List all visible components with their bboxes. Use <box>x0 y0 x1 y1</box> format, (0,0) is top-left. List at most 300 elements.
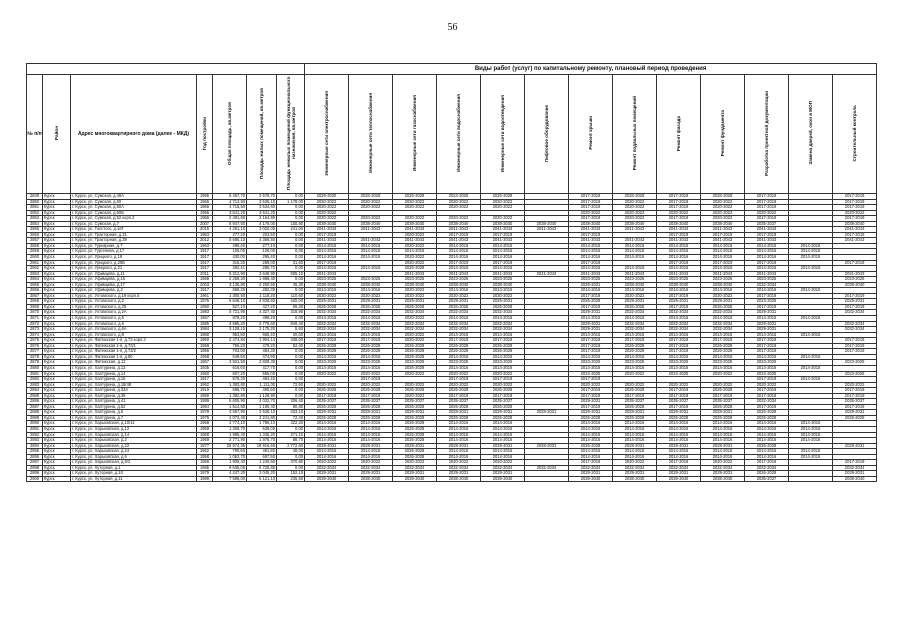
period-cell: 2026-2028 <box>349 343 393 349</box>
period-cell: 2017-2019 <box>745 216 789 222</box>
build-year-cell: 2011 <box>197 271 213 277</box>
period-cell: 2032-2034 <box>613 321 657 327</box>
period-cell: 2029-2031 <box>833 410 877 416</box>
period-cell: 2017-2019 <box>745 293 789 299</box>
build-year-cell: 1958 <box>197 432 213 438</box>
period-cell: 2014-2016 <box>305 243 349 249</box>
nonliving-area-cell: 110,60 <box>277 293 305 299</box>
period-cell: 2026-2028 <box>613 415 657 421</box>
period-cell: 2014-2016 <box>657 316 701 322</box>
total-area-cell: 2 269,20 <box>213 277 247 283</box>
build-year-cell: 1958 <box>197 354 213 360</box>
period-cell: 2017-2019 <box>657 293 701 299</box>
living-area-cell: 2 578,70 <box>247 194 277 200</box>
period-cell: 2038-2040 <box>437 282 481 288</box>
district-cell: Курск <box>43 232 71 238</box>
header-total-area: Общая площадь, кв.метров <box>213 75 247 194</box>
total-area-cell: 277,20 <box>213 232 247 238</box>
build-year-cell: 1917 <box>197 249 213 255</box>
period-cell: 2032-2034 <box>701 327 745 333</box>
address-cell: г. Курск, ул. Халтурина, д.33А <box>71 388 197 394</box>
nonliving-area-cell: 0,00 <box>277 194 305 200</box>
total-area-cell: 106,00 <box>213 249 247 255</box>
total-area-cell: 649,50 <box>213 354 247 360</box>
district-cell: Курск <box>43 476 71 482</box>
period-cell: 2020-2022 <box>393 243 437 249</box>
period-cell: 2029-2031 <box>613 471 657 477</box>
period-cell: 2014-2016 <box>305 288 349 294</box>
district-cell: Курск <box>43 393 71 399</box>
period-cell: 2014-2016 <box>789 426 833 432</box>
nonliving-area-cell: 0,00 <box>277 377 305 383</box>
period-cell: 2035-2037 <box>613 399 657 405</box>
period-cell: 2029-2031 <box>833 471 877 477</box>
address-cell: г. Курск, ул. Хуторная, д.11 <box>71 476 197 482</box>
period-cell: 2020-2022 <box>657 382 701 388</box>
row-number: 2853 <box>27 216 43 222</box>
period-cell: 2029-2031 <box>393 471 437 477</box>
period-cell: 2014-2016 <box>701 354 745 360</box>
period-cell: 2029-2031 <box>349 299 393 305</box>
period-cell: 2017-2019 <box>833 338 877 344</box>
living-area-cell: 427,20 <box>247 304 277 310</box>
period-cell: 2029-2031 <box>701 443 745 449</box>
period-cell: 2017-2019 <box>569 404 613 410</box>
period-cell: 2014-2016 <box>481 432 525 438</box>
period-cell <box>789 476 833 482</box>
total-area-cell: 658,30 <box>213 288 247 294</box>
period-cell: 2014-2016 <box>569 266 613 272</box>
period-cell: 2017-2019 <box>833 199 877 205</box>
period-cell: 2041-2043 <box>349 227 393 233</box>
period-cell: 2020-2022 <box>305 216 349 222</box>
period-cell: 2014-2016 <box>437 288 481 294</box>
period-cell: 2014-2016 <box>569 421 613 427</box>
living-area-cell: 3 020,00 <box>247 227 277 233</box>
period-cell: 2014-2016 <box>789 438 833 444</box>
period-cell: 2026-2028 <box>393 388 437 394</box>
period-cell: 2020-2022 <box>349 199 393 205</box>
period-cell: 2014-2016 <box>349 449 393 455</box>
address-cell: г. Курск, ул. Харьковская, д.2 <box>71 438 197 444</box>
row-number: 2873 <box>27 327 43 333</box>
total-area-cell: 2 474,84 <box>213 338 247 344</box>
period-cell: 2017-2019 <box>745 260 789 266</box>
row-number: 2885 <box>27 393 43 399</box>
period-cell: 2029-2031 <box>701 299 745 305</box>
period-cell: 2014-2016 <box>305 365 349 371</box>
period-cell: 2026-2028 <box>613 304 657 310</box>
period-cell: 2020-2022 <box>437 205 481 211</box>
period-cell: 2035-2037 <box>701 399 745 405</box>
nonliving-area-cell: 1 178,00 <box>277 199 305 205</box>
address-cell: г. Курск, ул. Уфимцева, д.11 <box>71 271 197 277</box>
period-cell: 2014-2016 <box>745 255 789 261</box>
total-area-cell: 8 635,00 <box>213 465 247 471</box>
period-cell: 2014-2016 <box>437 249 481 255</box>
district-cell: Курск <box>43 260 71 266</box>
period-cell: 2035-2037 <box>393 399 437 405</box>
period-cell: 2014-2016 <box>701 266 745 272</box>
period-cell: 2041-2043 <box>701 238 745 244</box>
period-cell: 2023-2025 <box>613 277 657 283</box>
nonliving-area-cell: 2 772,60 <box>277 443 305 449</box>
period-cell: 2020-2022 <box>481 205 525 211</box>
period-cell: 2014-2016 <box>789 249 833 255</box>
period-cell: 2035-2037 <box>437 399 481 405</box>
period-cell: 2023-2025 <box>701 277 745 283</box>
living-area-cell: 3 241,80 <box>247 415 277 421</box>
period-cell: 2014-2016 <box>349 438 393 444</box>
nonliving-area-cell: 0,00 <box>277 465 305 471</box>
row-number: 2878 <box>27 354 43 360</box>
period-cell: 2017-2019 <box>569 205 613 211</box>
living-area-cell: 259,00 <box>247 260 277 266</box>
period-cell: 2017-2019 <box>657 216 701 222</box>
build-year-cell: 1968 <box>197 277 213 283</box>
total-area-cell: 1 062,70 <box>213 454 247 460</box>
period-cell: 2020-2022 <box>613 205 657 211</box>
address-cell: г. Курск, ул. Халтурина, д.52 <box>71 404 197 410</box>
period-cell: 2014-2016 <box>305 255 349 261</box>
living-area-cell: 1 118,20 <box>247 293 277 299</box>
header-foundation: Ремонт фундамента <box>701 75 745 194</box>
row-number: 2897 <box>27 460 43 466</box>
row-number: 2851 <box>27 205 43 211</box>
period-cell: 2020-2022 <box>349 205 393 211</box>
address-cell: г. Курск, ул. Харьковская, д.24 <box>71 449 197 455</box>
period-cell: 2020-2022 <box>613 293 657 299</box>
period-cell: 2026-2028 <box>701 388 745 394</box>
total-area-cell: 1 308,70 <box>213 426 247 432</box>
period-cell: 2014-2016 <box>613 354 657 360</box>
period-cell: 2026-2028 <box>393 349 437 355</box>
district-cell: Курск <box>43 410 71 416</box>
period-cell: 2023-2025 <box>349 360 393 366</box>
period-cell: 2026-2028 <box>613 343 657 349</box>
build-year-cell: 1963 <box>197 232 213 238</box>
nonliving-area-cell: 52,40 <box>277 343 305 349</box>
period-cell: 2014-2016 <box>349 432 393 438</box>
row-number: 2875 <box>27 338 43 344</box>
row-number: 2854 <box>27 221 43 227</box>
period-cell: 2041-2043 <box>569 238 613 244</box>
period-cell: 2020-2022 <box>437 216 481 222</box>
period-cell: 2014-2016 <box>613 243 657 249</box>
period-cell: 2032-2034 <box>657 321 701 327</box>
period-cell: 2026-2028 <box>569 415 613 421</box>
period-cell: 2026-2028 <box>481 343 525 349</box>
nonliving-area-cell: 333,10 <box>277 410 305 416</box>
period-cell: 2020-2022 <box>349 460 393 466</box>
period-cell: 2014-2016 <box>481 332 525 338</box>
nonliving-area-cell: 241,00 <box>277 227 305 233</box>
period-cell: 2026-2028 <box>349 415 393 421</box>
period-cell: 2014-2016 <box>481 316 525 322</box>
period-cell: 2038-2040 <box>701 476 745 482</box>
period-cell: 2023-2025 <box>305 277 349 283</box>
nonliving-area-cell: 0,00 <box>277 249 305 255</box>
nonliving-area-cell: 80,80 <box>277 404 305 410</box>
total-area-cell: 5 312,90 <box>213 271 247 277</box>
period-cell: 2014-2016 <box>789 316 833 322</box>
period-cell: 2017-2019 <box>657 460 701 466</box>
build-year-cell: 1979 <box>197 471 213 477</box>
address-cell: г. Курск, ул. Фатежская, д.12 <box>71 360 197 366</box>
nonliving-area-cell: 235,60 <box>277 476 305 482</box>
nonliving-area-cell: 0,00 <box>277 210 305 216</box>
address-cell: г. Курск, ул. Халтурина, д.5 <box>71 410 197 416</box>
period-cell: 2026-2028 <box>481 415 525 421</box>
total-area-cell: 316,30 <box>213 260 247 266</box>
period-cell: 2023-2025 <box>437 360 481 366</box>
period-cell: 2026-2028 <box>349 304 393 310</box>
period-cell: 2017-2019 <box>701 338 745 344</box>
row-number: 2857 <box>27 238 43 244</box>
row-number: 2866 <box>27 288 43 294</box>
period-cell: 2017-2019 <box>833 460 877 466</box>
period-cell: 2017-2019 <box>569 194 613 200</box>
header-water: Инженерные сети водоснабжения <box>437 75 481 194</box>
period-cell: 2038-2040 <box>833 221 877 227</box>
period-cell: 2017-2019 <box>481 338 525 344</box>
total-area-cell: 2 771,90 <box>213 438 247 444</box>
period-cell: 2032-2034 <box>481 327 525 333</box>
period-cell: 2023-2025 <box>745 360 789 366</box>
period-cell: 2026-2028 <box>305 349 349 355</box>
build-year-cell: 1957 <box>197 316 213 322</box>
period-cell: 2014-2016 <box>613 449 657 455</box>
period-cell: 2023-2025 <box>481 277 525 283</box>
period-cell: 2017-2019 <box>657 349 701 355</box>
living-area-cell: 4 176,00 <box>247 221 277 227</box>
period-cell: 2014-2016 <box>789 332 833 338</box>
period-cell: 2020-2022 <box>393 371 437 377</box>
address-cell: г. Курск, ул. Туркарная, д.7 <box>71 243 197 249</box>
period-cell: 2017-2019 <box>481 260 525 266</box>
living-area-cell: 2 250,50 <box>247 282 277 288</box>
living-area-cell: 3 541,20 <box>247 210 277 216</box>
period-cell: 2020-2022 <box>569 210 613 216</box>
period-cell: 2029-2031 <box>613 299 657 305</box>
period-cell: 2032-2034 <box>437 310 481 316</box>
build-year-cell: 1959 <box>197 438 213 444</box>
address-cell: г. Курск, ул. Ухтомского, д.6 <box>71 321 197 327</box>
period-cell: 2020-2022 <box>393 382 437 388</box>
nonliving-area-cell: 505,10 <box>277 271 305 277</box>
period-cell: 2041-2043 <box>305 227 349 233</box>
district-cell: Курск <box>43 443 71 449</box>
period-cell: 2014-2016 <box>657 249 701 255</box>
address-cell: г. Курск, ул. Харьковская, д.6 <box>71 454 197 460</box>
period-cell: 2020-2022 <box>437 293 481 299</box>
period-cell: 2014-2016 <box>437 432 481 438</box>
district-cell: Курск <box>43 421 71 427</box>
row-number: 2858 <box>27 243 43 249</box>
period-cell: 2014-2016 <box>701 249 745 255</box>
district-cell: Курск <box>43 438 71 444</box>
row-number: 2865 <box>27 282 43 288</box>
build-year-cell: 2007 <box>197 221 213 227</box>
period-cell: 2026-2028 <box>393 421 437 427</box>
period-cell: 2014-2016 <box>437 421 481 427</box>
period-cell: 2014-2016 <box>657 255 701 261</box>
period-cell: 2020-2022 <box>393 216 437 222</box>
header-living-area: Площадь жилых помещений, кв.метров <box>247 75 277 194</box>
period-cell: 2014-2016 <box>481 255 525 261</box>
period-cell: 2014-2016 <box>569 316 613 322</box>
living-area-cell: 4 327,40 <box>247 310 277 316</box>
row-number: 2860 <box>27 255 43 261</box>
period-cell: 2026-2028 <box>481 304 525 310</box>
period-cell: 2023-2025 <box>833 360 877 366</box>
period-cell: 2020-2022 <box>349 216 393 222</box>
period-cell: 2014-2016 <box>393 249 437 255</box>
total-area-cell: 3 136,80 <box>213 282 247 288</box>
period-cell: 2017-2019 <box>833 393 877 399</box>
living-area-cell: 2 175,20 <box>247 327 277 333</box>
build-year-cell: 1958 <box>197 343 213 349</box>
period-cell: 2035-2037 <box>745 476 789 482</box>
period-cell: 2014-2016 <box>305 354 349 360</box>
period-cell: 2020-2022 <box>701 205 745 211</box>
district-cell: Курск <box>43 365 71 371</box>
period-cell: 2017-2019 <box>833 404 877 410</box>
address-cell: г. Курск, ул. Урицкого, д.21 <box>71 266 197 272</box>
address-cell: г. Курск, ул. Халтурина, д.7 <box>71 415 197 421</box>
build-year-cell: 1966 <box>197 216 213 222</box>
period-cell: 2041-2043 <box>305 271 349 277</box>
period-cell: 2020-2022 <box>393 199 437 205</box>
header-electricity: Инженерные сети электроснабжения <box>305 75 349 194</box>
period-cell: 2014-2016 <box>745 454 789 460</box>
period-cell: 2029-2031 <box>569 410 613 416</box>
row-number: 2895 <box>27 449 43 455</box>
period-cell: 2017-2019 <box>657 404 701 410</box>
table-row <box>27 476 877 482</box>
period-cell: 2032-2034 <box>437 465 481 471</box>
period-cell: 2014-2016 <box>349 255 393 261</box>
total-area-cell: 4 247,20 <box>213 471 247 477</box>
living-area-cell: 6 121,10 <box>247 476 277 482</box>
nonliving-area-cell: 72,50 <box>277 382 305 388</box>
nonliving-area-cell: 0,00 <box>277 216 305 222</box>
address-cell: г. Курск, ул. Халтурина, д.39 <box>71 393 197 399</box>
total-area-cell: 5 947,50 <box>213 221 247 227</box>
period-cell: 2026-2028 <box>657 415 701 421</box>
period-cell: 2026-2028 <box>481 404 525 410</box>
period-cell: 2026-2028 <box>745 415 789 421</box>
period-cell: 2029-2031 <box>657 471 701 477</box>
period-cell: 2014-2016 <box>481 365 525 371</box>
build-year-cell: 1964 <box>197 404 213 410</box>
living-area-cell: 1 128,90 <box>247 393 277 399</box>
nonliving-area-cell: 0,00 <box>277 393 305 399</box>
period-cell: 2014-2016 <box>657 438 701 444</box>
row-number: 2852 <box>27 210 43 216</box>
period-cell: 2020-2022 <box>305 205 349 211</box>
row-number: 2855 <box>27 227 43 233</box>
living-area-cell: 1 786,10 <box>247 421 277 427</box>
period-cell: 2014-2016 <box>437 365 481 371</box>
row-number: 2898 <box>27 465 43 471</box>
district-cell: Курск <box>43 282 71 288</box>
period-cell: 2017-2019 <box>833 232 877 238</box>
period-cell: 2038-2040 <box>305 221 349 227</box>
period-cell: 2026-2028 <box>701 194 745 200</box>
header-facade: Ремонт фасада <box>657 75 701 194</box>
period-cell: 2017-2019 <box>569 260 613 266</box>
living-area-cell: 1 111,00 <box>247 382 277 388</box>
total-area-cell: 6 648,10 <box>213 299 247 305</box>
period-cell <box>525 476 569 482</box>
total-area-cell: 3 921,50 <box>213 360 247 366</box>
living-area-cell: 4 368,50 <box>247 238 277 244</box>
living-area-cell: 4 032,70 <box>247 399 277 405</box>
living-area-cell: 2 828,30 <box>247 360 277 366</box>
period-cell: 2020-2022 <box>701 216 745 222</box>
period-cell: 2029-2031 <box>437 299 481 305</box>
period-cell: 2017-2019 <box>349 377 393 383</box>
period-cell: 2032-2034 <box>305 310 349 316</box>
period-cell: 2017-2019 <box>745 388 789 394</box>
period-cell: 2017-2019 <box>569 199 613 205</box>
address-cell: г. Курск, ул. Уфимцева, д.2 <box>71 288 197 294</box>
period-cell: 2014-2016 <box>613 426 657 432</box>
living-area-cell: 3 045,20 <box>247 471 277 477</box>
row-number: 2861 <box>27 260 43 266</box>
total-area-cell: 1 300,50 <box>213 293 247 299</box>
living-area-cell: 638,00 <box>247 426 277 432</box>
period-cell: 2026-2028 <box>701 343 745 349</box>
period-cell: 2023-2025 <box>569 277 613 283</box>
nonliving-area-cell: 0,00 <box>277 288 305 294</box>
address-cell: г. Курск, ул. Урицкого, д.19 <box>71 255 197 261</box>
period-cell: 2017-2019 <box>481 393 525 399</box>
period-cell: 2035-2037 <box>745 221 789 227</box>
period-cell: 2014-2016 <box>569 354 613 360</box>
period-cell: 2026-2028 <box>393 194 437 200</box>
nonliving-area-cell: 0,00 <box>277 238 305 244</box>
period-cell: 2038-2040 <box>437 221 481 227</box>
period-cell: 2014-2016 <box>613 288 657 294</box>
period-cell: 2014-2016 <box>789 377 833 383</box>
district-cell: Курск <box>43 432 71 438</box>
nonliving-area-cell: 420,00 <box>277 299 305 305</box>
period-cell: 2014-2016 <box>481 354 525 360</box>
period-cell: 2023-2025 <box>833 277 877 283</box>
district-cell: Курск <box>43 371 71 377</box>
nonliving-area-cell: 20,00 <box>277 332 305 338</box>
period-cell: 2017-2019 <box>833 293 877 299</box>
period-cell: 2020-2022 <box>393 316 437 322</box>
nonliving-area-cell: 152,10 <box>277 471 305 477</box>
capital-repair-table <box>26 63 877 482</box>
address-cell: г. Курск, ул. Харьковская, д.12 <box>71 426 197 432</box>
period-cell: 2020-2022 <box>701 210 745 216</box>
period-cell: 2014-2016 <box>613 316 657 322</box>
period-cell: 2041-2043 <box>481 271 525 277</box>
build-year-cell: 1976 <box>197 299 213 305</box>
nonliving-area-cell: 0,00 <box>277 354 305 360</box>
period-cell: 2020-2022 <box>393 288 437 294</box>
nonliving-area-cell: 0,00 <box>277 388 305 394</box>
period-cell: 2014-2016 <box>349 332 393 338</box>
header-sewage: Инженерные сети водоотведения <box>481 75 525 194</box>
period-cell: 2041-2043 <box>657 238 701 244</box>
period-cell: 2023-2025 <box>657 371 701 377</box>
period-cell: 2026-2028 <box>393 454 437 460</box>
